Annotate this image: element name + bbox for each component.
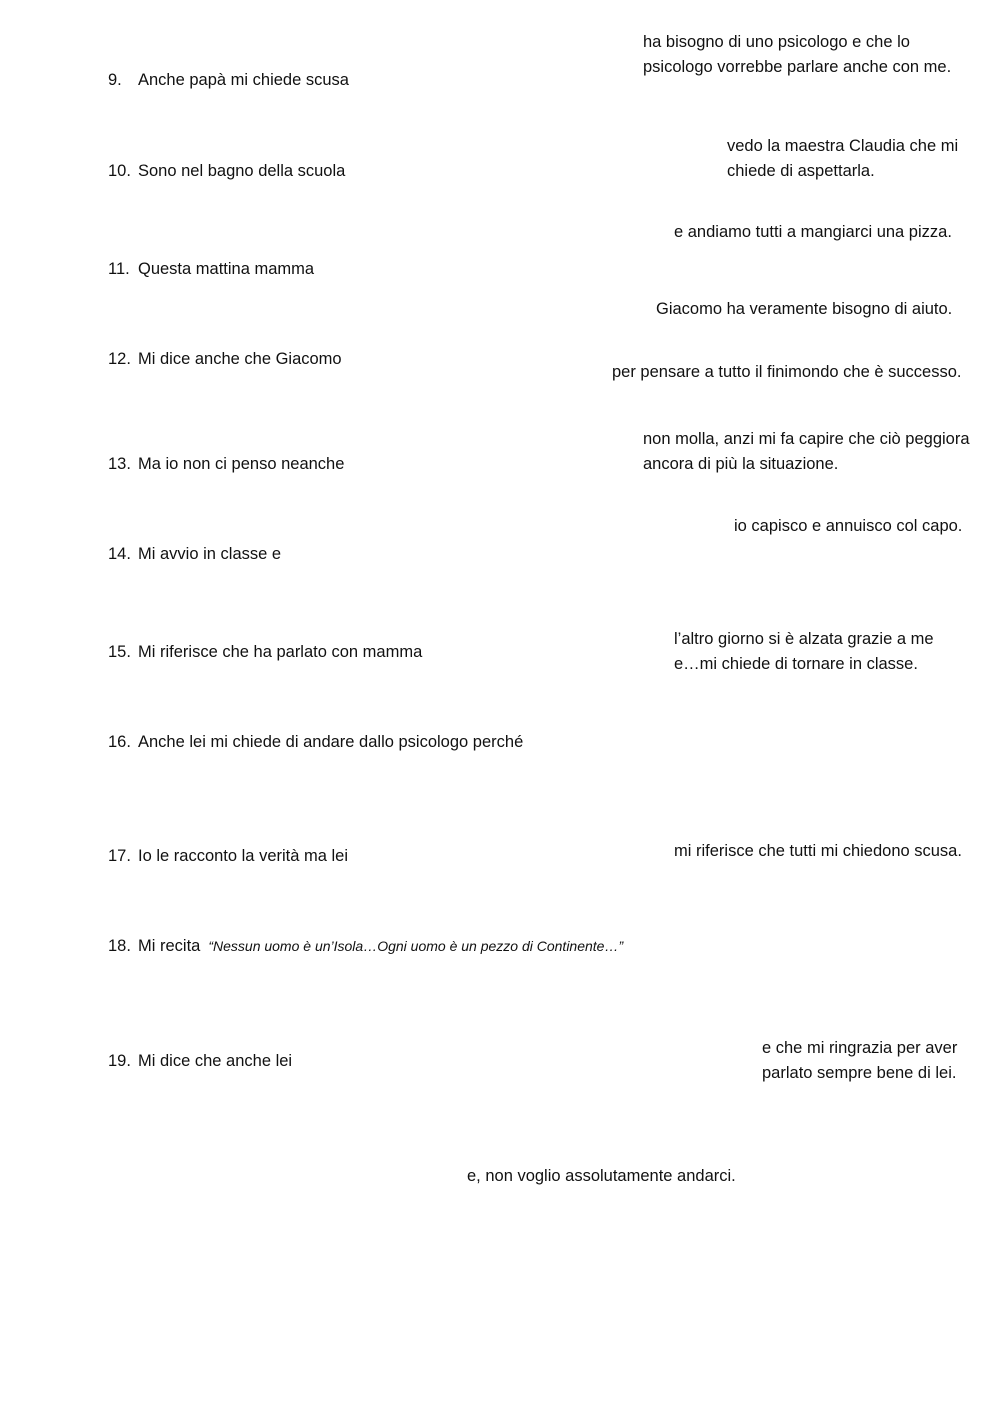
item-number: 15. (108, 643, 131, 661)
item-number: 18. (108, 937, 131, 955)
sentence-start-text: Sono nel bagno della scuola (138, 162, 346, 180)
ending-line: e che mi ringrazia per aver (762, 1039, 958, 1057)
sentence-start-10 (108, 159, 345, 183)
sentence-start-text: Mi dice anche che Giacomo (138, 350, 342, 368)
item-number: 11. (108, 260, 130, 278)
sentence-start-text: Io le racconto la verità ma lei (138, 847, 349, 865)
sentence-start-15 (108, 640, 422, 664)
sentence-ending (674, 839, 962, 864)
sentence-start-text: Anche papà mi chiede scusa (138, 71, 349, 89)
item-number: 13. (108, 455, 131, 473)
sentence-start-9 (108, 68, 349, 92)
item-number: 12. (108, 350, 131, 368)
sentence-start-16 (108, 730, 523, 754)
item-number: 19. (108, 1052, 131, 1070)
ending-line: e andiamo tutti a mangiarci una pizza. (674, 223, 952, 241)
sentence-ending (674, 220, 952, 245)
ending-line: e, non voglio assolutamente andarci. (467, 1167, 736, 1185)
sentence-start-18 (108, 934, 623, 958)
sentence-start-19 (108, 1049, 292, 1073)
sentence-start-13 (108, 452, 344, 476)
sentence-ending (612, 360, 961, 385)
item-number: 9. (108, 71, 122, 89)
item-number: 10. (108, 162, 131, 180)
sentence-start-11 (108, 257, 314, 281)
ending-line: vedo la maestra Claudia che mi (727, 137, 959, 155)
item-number: 16. (108, 733, 131, 751)
ending-line: io capisco e annuisco col capo. (734, 517, 963, 535)
item-number: 14. (108, 545, 131, 563)
sentence-start-text: Mi dice che anche lei (138, 1052, 293, 1070)
ending-line: per pensare a tutto il finimondo che è successo. (612, 363, 962, 381)
ending-line: parlato sempre bene di lei. (762, 1063, 957, 1082)
ending-line: psicologo vorrebbe parlare anche con me. (643, 57, 952, 76)
ending-line: non molla, anzi mi fa capire che ciò peggiora (643, 430, 970, 448)
sentence-start-text: Ma io non ci penso neanche (138, 455, 345, 473)
ending-line: ancora di più la situazione. (643, 454, 839, 473)
quotation: “Nessun uomo è un’Isola…Ogni uomo è un pezzo di Continente…” (208, 938, 624, 954)
sentence-ending (643, 30, 951, 79)
sentence-start-text: Questa mattina mamma (138, 260, 315, 278)
sentence-start-text: Mi riferisce che ha parlato con mamma (138, 643, 423, 661)
ending-line: mi riferisce che tutti mi chiedono scusa. (674, 842, 962, 860)
ending-line: ha bisogno di uno psicologo e che lo (643, 33, 910, 51)
sentence-ending (643, 427, 970, 476)
sentence-ending (734, 514, 962, 539)
sentence-start-text: Mi recita (138, 937, 201, 955)
ending-line: chiede di aspettarla. (727, 161, 875, 180)
ending-line: e…mi chiede di tornare in classe. (674, 654, 918, 673)
sentence-ending (656, 297, 952, 322)
sentence-start-text: Mi avvio in classe e (138, 545, 282, 563)
sentence-ending (467, 1164, 736, 1189)
ending-line: Giacomo ha veramente bisogno di aiuto. (656, 300, 953, 318)
ending-line: l’altro giorno si è alzata grazie a me (674, 630, 934, 648)
sentence-ending (762, 1036, 957, 1085)
sentence-start-14 (108, 542, 281, 566)
sentence-ending (674, 627, 934, 676)
item-number: 17. (108, 847, 131, 865)
sentence-start-12 (108, 347, 342, 371)
sentence-start-text: Anche lei mi chiede di andare dallo psicologo perché (138, 733, 524, 751)
sentence-ending (727, 134, 958, 183)
sentence-start-17 (108, 844, 348, 868)
